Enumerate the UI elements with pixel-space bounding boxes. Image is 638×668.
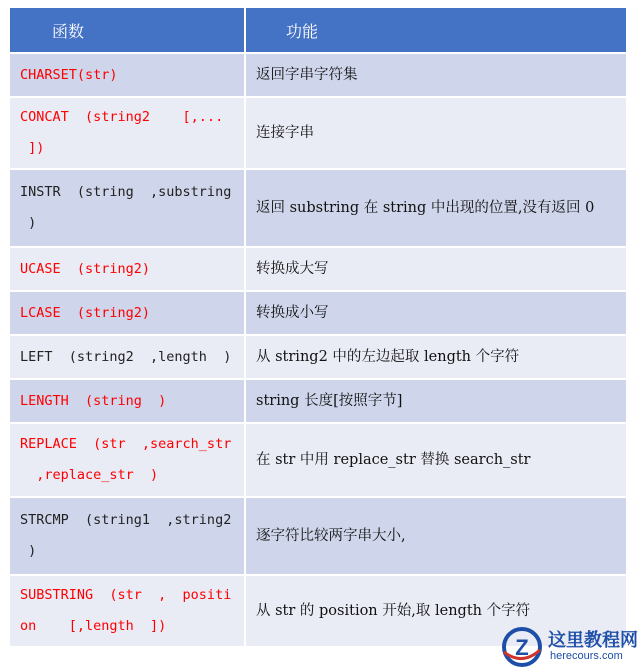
table-row (9, 423, 627, 497)
function-description: string 长度[按照字节] (245, 379, 627, 423)
function-signature: LCASE (string2) (9, 291, 245, 335)
function-signature: CHARSET(str) (9, 53, 245, 97)
table-row (9, 247, 627, 291)
function-description: 逐字符比较两字串大小, (245, 497, 627, 575)
table-row (9, 53, 627, 97)
function-signature: UCASE (string2) (9, 247, 245, 291)
function-signature: CONCAT (string2 [,... ]) (9, 97, 245, 169)
table-header-row (9, 7, 627, 53)
table-row (9, 379, 627, 423)
function-description: 返回字串字符集 (245, 53, 627, 97)
header-function: 函数 (9, 7, 245, 53)
function-description: 在 str 中用 replace_str 替换 search_str (245, 423, 627, 497)
watermark-site-domain: herecours.com (550, 650, 623, 662)
function-signature: LENGTH (string ) (9, 379, 245, 423)
table-row (9, 97, 627, 169)
svg-text:Z: Z (515, 635, 529, 660)
function-description: 从 str 的 position 开始,取 length 个字符 (245, 575, 627, 647)
function-description: 返回 substring 在 string 中出现的位置,没有返回 0 (245, 169, 627, 247)
header-description: 功能 (245, 7, 627, 53)
table-row (9, 169, 627, 247)
site-watermark (496, 624, 636, 668)
function-description: 从 string2 中的左边起取 length 个字符 (245, 335, 627, 379)
string-functions-table (8, 6, 628, 648)
table-row (9, 497, 627, 575)
function-signature: LEFT (string2 ,length ) (9, 335, 245, 379)
z-logo-icon (500, 626, 544, 668)
function-signature: SUBSTRING (str , positi on [,length ]) (9, 575, 245, 647)
function-description: 转换成小写 (245, 291, 627, 335)
table-row (9, 335, 627, 379)
function-signature: INSTR (string ,substring ) (9, 169, 245, 247)
function-signature: REPLACE (str ,search_str ,replace_str ) (9, 423, 245, 497)
watermark-site-name: 这里教程网 (548, 630, 638, 651)
function-signature: STRCMP (string1 ,string2 ) (9, 497, 245, 575)
function-description: 连接字串 (245, 97, 627, 169)
function-description: 转换成大写 (245, 247, 627, 291)
table-row (9, 291, 627, 335)
